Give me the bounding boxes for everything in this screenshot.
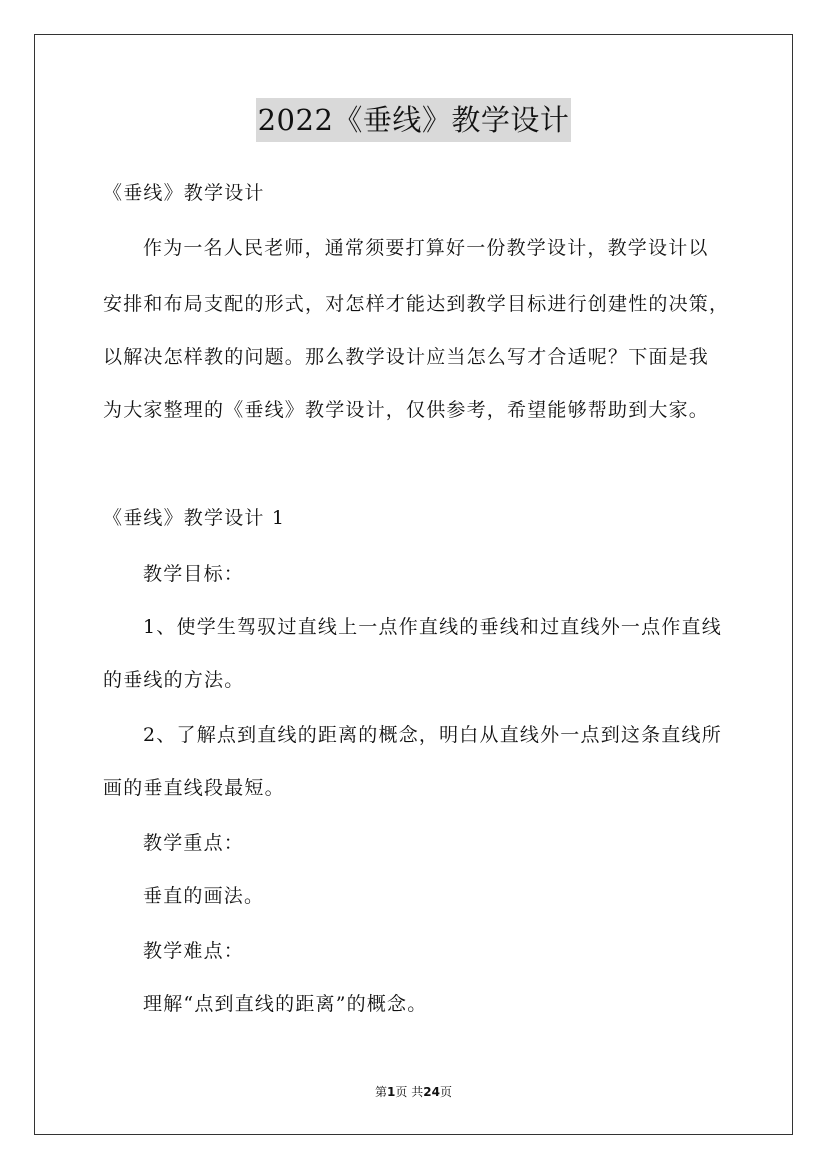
goal-1-line-1: 1、使学生驾驭过直线上一点作直线的垂线和过直线外一点作直线 <box>143 616 722 638</box>
subtitle: 《垂线》教学设计 <box>103 182 265 204</box>
goals-heading: 教学目标： <box>143 563 245 585</box>
intro-line-4: 为大家整理的《垂线》教学设计，仅供参考，希望能够帮助到大家。 <box>103 399 710 421</box>
key-text: 垂直的画法。 <box>143 885 265 907</box>
section-heading: 《垂线》教学设计 1 <box>103 507 286 529</box>
goal-2-line-1: 2、了解点到直线的距离的概念，明白从直线外一点到这条直线所 <box>143 724 722 746</box>
footer-mid: 页 共 <box>395 1085 424 1099</box>
goal-1-line-2: 的垂线的方法。 <box>103 669 245 691</box>
footer-page-current: 1 <box>387 1085 396 1099</box>
document-title-wrap <box>0 98 827 142</box>
difficulty-heading: 教学难点： <box>143 940 245 962</box>
document-title: 2022《垂线》教学设计 <box>256 98 572 142</box>
key-heading: 教学重点： <box>143 832 245 854</box>
footer-suffix: 页 <box>439 1085 452 1099</box>
goal-2-line-2: 画的垂直线段最短。 <box>103 777 285 799</box>
intro-line-2: 安排和布局支配的形式，对怎样才能达到教学目标进行创建性的决策， <box>103 293 730 315</box>
difficulty-text: 理解“点到直线的距离”的概念。 <box>143 993 428 1015</box>
footer-prefix: 第 <box>375 1085 388 1099</box>
intro-line-3: 以解决怎样教的问题。那么教学设计应当怎么写才合适呢？下面是我 <box>103 346 710 368</box>
page-footer <box>0 1084 827 1100</box>
intro-line-1: 作为一名人民老师，通常须要打算好一份教学设计，教学设计以 <box>143 237 709 259</box>
footer-page-total: 24 <box>423 1085 440 1099</box>
